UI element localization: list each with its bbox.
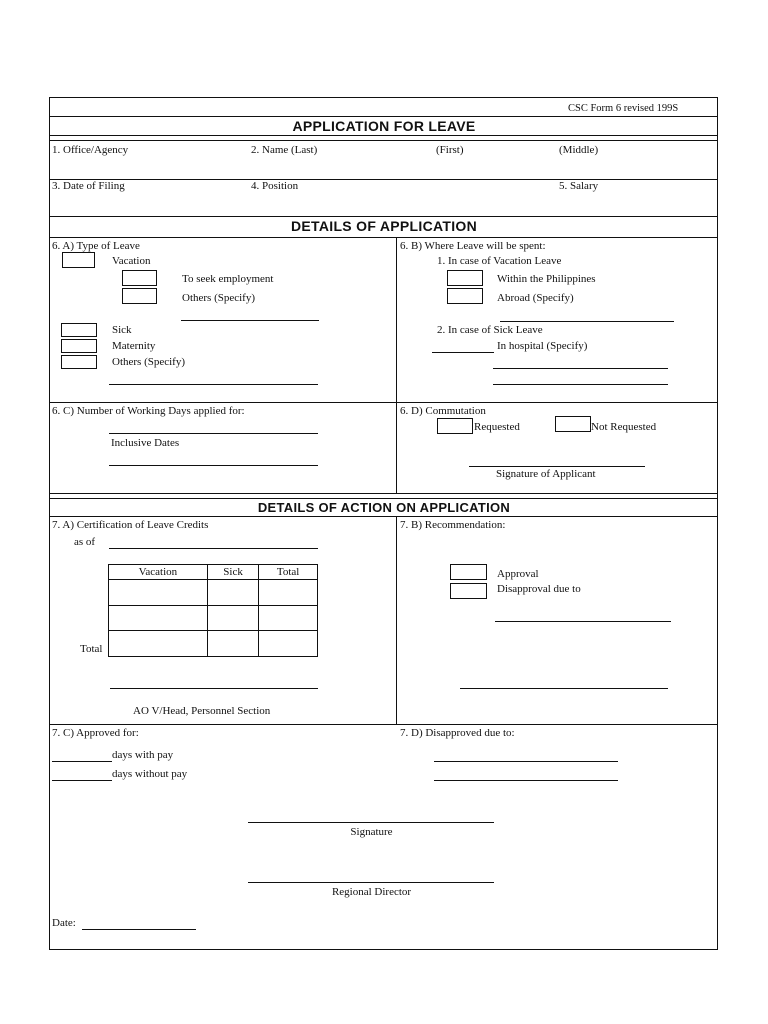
- divider: [49, 216, 718, 217]
- table-cell[interactable]: [259, 631, 318, 657]
- where-leave-label: 6. B) Where Leave will be spent:: [400, 240, 546, 252]
- divider: [49, 116, 718, 117]
- other-leave-line[interactable]: [109, 384, 318, 385]
- sick-column-header: Sick: [207, 565, 258, 580]
- table-cell[interactable]: [109, 605, 208, 631]
- ao-head-label: AO V/Head, Personnel Section: [133, 705, 271, 717]
- date-label: Date:: [52, 917, 76, 929]
- in-hospital-label: In hospital (Specify): [497, 340, 588, 352]
- signature-line[interactable]: [248, 822, 494, 823]
- requested-checkbox[interactable]: [437, 418, 473, 434]
- divider: [49, 237, 718, 238]
- vacation-others-label: Others (Specify): [182, 292, 256, 304]
- salary-label: 5. Salary: [559, 180, 599, 192]
- table-cell[interactable]: [207, 605, 258, 631]
- disapproved-line-1[interactable]: [434, 761, 618, 762]
- approval-label: Approval: [497, 568, 539, 580]
- regional-director-label: Regional Director: [331, 886, 412, 898]
- recommendation-label: 7. B) Recommendation:: [400, 519, 506, 531]
- total-row-label: Total: [80, 643, 103, 655]
- divider: [49, 516, 718, 517]
- name-middle-label: (Middle): [559, 144, 599, 156]
- table-row: [109, 580, 318, 606]
- working-days-label: 6. C) Number of Working Days applied for:: [52, 405, 245, 417]
- not-requested-label: Not Requested: [591, 421, 657, 433]
- table-cell[interactable]: [207, 631, 258, 657]
- other-leave-checkbox[interactable]: [61, 355, 97, 369]
- divider: [49, 179, 718, 180]
- divider: [49, 402, 718, 403]
- inclusive-dates-line[interactable]: [109, 465, 318, 466]
- vacation-others-line[interactable]: [181, 320, 319, 321]
- type-of-leave-label: 6. A) Type of Leave: [52, 240, 140, 252]
- page-title: APPLICATION FOR LEAVE: [292, 118, 476, 134]
- table-cell[interactable]: [109, 580, 208, 606]
- table-header-row: [109, 565, 318, 580]
- within-ph-label: Within the Philippines: [497, 273, 596, 285]
- abroad-line[interactable]: [500, 321, 674, 322]
- date-filing-label: 3. Date of Filing: [52, 180, 125, 192]
- disapproval-label: Disapproval due to: [497, 583, 581, 595]
- vacation-label: Vacation: [112, 255, 151, 267]
- date-line[interactable]: [82, 929, 196, 930]
- as-of-line[interactable]: [109, 548, 318, 549]
- approval-checkbox[interactable]: [450, 564, 487, 580]
- vacation-column-header: Vacation: [109, 565, 208, 580]
- vacation-case-label: 1. In case of Vacation Leave: [437, 255, 562, 267]
- in-hospital-blank[interactable]: [432, 352, 494, 353]
- disapproval-reason-line[interactable]: [495, 621, 671, 622]
- commutation-label: 6. D) Commutation: [400, 405, 486, 417]
- days-without-pay-label: days without pay: [112, 768, 188, 780]
- seek-employment-checkbox[interactable]: [122, 270, 157, 286]
- working-days-line[interactable]: [109, 433, 318, 434]
- table-row: [109, 631, 318, 657]
- maternity-label: Maternity: [112, 340, 156, 352]
- leave-credits-table: [108, 564, 318, 657]
- signature-applicant-line[interactable]: [469, 466, 645, 467]
- form-code: CSC Form 6 revised 199S: [568, 103, 679, 114]
- total-column-header: Total: [259, 565, 318, 580]
- as-of-label: as of: [74, 536, 96, 548]
- requested-label: Requested: [474, 421, 520, 433]
- divider: [49, 498, 718, 499]
- days-without-pay-blank[interactable]: [52, 780, 112, 781]
- disapproval-checkbox[interactable]: [450, 583, 487, 599]
- hospital-line-2[interactable]: [493, 384, 668, 385]
- sick-checkbox[interactable]: [61, 323, 97, 337]
- divider: [49, 724, 718, 725]
- regional-director-line[interactable]: [248, 882, 494, 883]
- abroad-label: Abroad (Specify): [497, 292, 574, 304]
- disapproved-label: 7. D) Disapproved due to:: [400, 727, 515, 739]
- vacation-checkbox[interactable]: [62, 252, 95, 268]
- within-ph-checkbox[interactable]: [447, 270, 483, 286]
- column-divider: [396, 516, 397, 724]
- signature-label: Signature: [350, 826, 393, 838]
- sick-case-label: 2. In case of Sick Leave: [437, 324, 543, 336]
- divider: [49, 135, 718, 136]
- table-cell[interactable]: [259, 605, 318, 631]
- position-label: 4. Position: [251, 180, 299, 192]
- sick-label: Sick: [112, 324, 132, 336]
- hospital-line-1[interactable]: [493, 368, 668, 369]
- approved-for-label: 7. C) Approved for:: [52, 727, 139, 739]
- not-requested-checkbox[interactable]: [555, 416, 591, 432]
- table-cell[interactable]: [207, 580, 258, 606]
- name-last-label: 2. Name (Last): [251, 144, 318, 156]
- divider: [49, 493, 718, 494]
- disapproved-line-2[interactable]: [434, 780, 618, 781]
- certification-label: 7. A) Certification of Leave Credits: [52, 519, 209, 531]
- table-cell[interactable]: [259, 580, 318, 606]
- vacation-others-checkbox[interactable]: [122, 288, 157, 304]
- table-row: [109, 605, 318, 631]
- ao-head-signature-line[interactable]: [110, 688, 318, 689]
- details-title: DETAILS OF APPLICATION: [290, 218, 477, 234]
- days-with-pay-blank[interactable]: [52, 761, 112, 762]
- inclusive-dates-label: Inclusive Dates: [111, 437, 180, 449]
- days-with-pay-label: days with pay: [112, 749, 174, 761]
- name-first-label: (First): [436, 144, 464, 156]
- maternity-checkbox[interactable]: [61, 339, 97, 353]
- table-cell[interactable]: [109, 631, 208, 657]
- seek-employment-label: To seek employment: [182, 273, 274, 285]
- office-label: 1. Office/Agency: [52, 144, 129, 156]
- recommendation-signature-line[interactable]: [460, 688, 668, 689]
- action-title: DETAILS OF ACTION ON APPLICATION: [257, 500, 511, 515]
- divider: [49, 140, 718, 141]
- abroad-checkbox[interactable]: [447, 288, 483, 304]
- column-divider: [396, 237, 397, 493]
- signature-applicant-label: Signature of Applicant: [496, 468, 596, 480]
- other-leave-label: Others (Specify): [112, 356, 186, 368]
